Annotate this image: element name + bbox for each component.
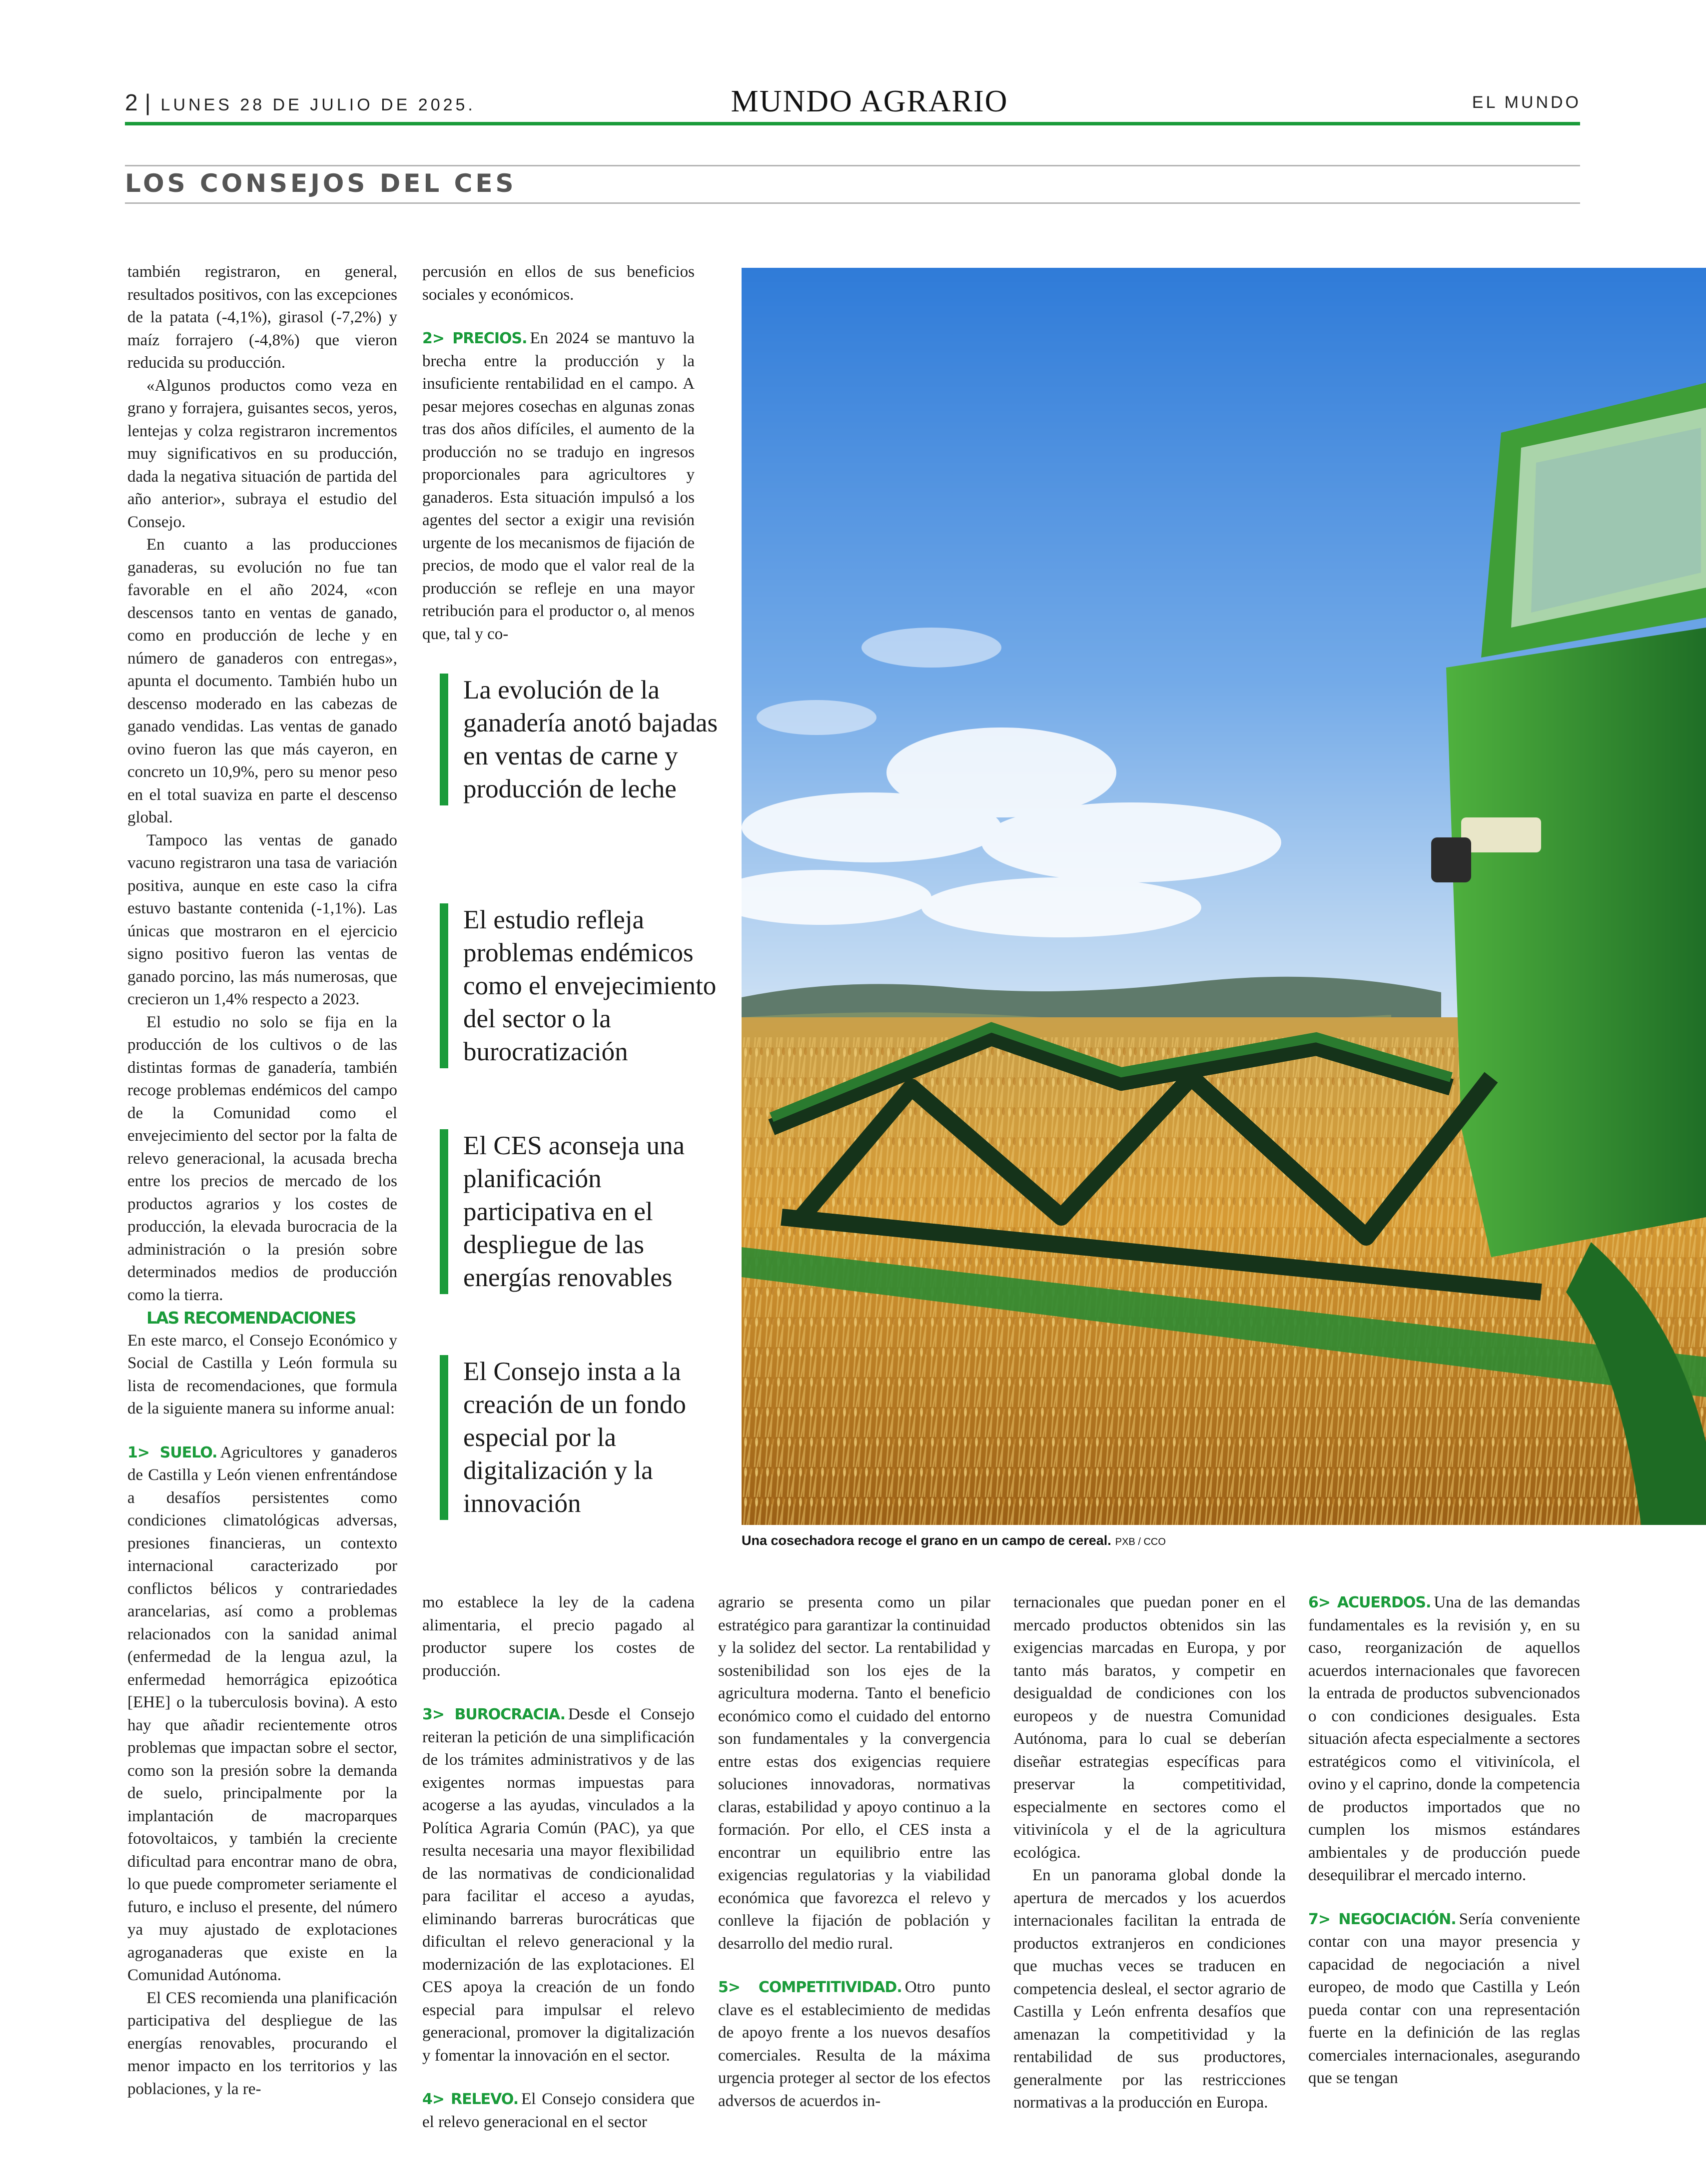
section-name: MUNDO AGRARIO: [731, 84, 1008, 118]
paragraph-acuerdos: 6> ACUERDOS. Una de las demandas fundamentales es la revisión y, en su caso, reorganización de aquellos acuerdos internacionales que favorecen la entrada de productos subvencionados o con condiciones desiguales. Esta situación afecta especialmente a sectores estratégicos como el vitivinícola, el ovino y el caprino, donde la competencia de productos importados que no cumplen los mismos estándares ambientales y de producción puede desequilibrar el mercado interno.: [1308, 1593, 1580, 1884]
paragraph: mo establece la ley de la cadena alimentaria, el precio pagado al productor supere los costes de producción.: [422, 1593, 695, 1680]
header-rule: [125, 122, 1580, 125]
pull-quote: El estudio refleja problemas endémicos como el envejecimiento del sector o la burocratización: [440, 903, 723, 1068]
issue-date: LUNES 28 DE JULIO DE 2025.: [160, 95, 476, 114]
section-rule-bottom: [125, 202, 1580, 204]
paragraph: El CES recomienda una planificación participativa del despliegue de las energías renovables, procurando el menor impacto en los territorios y las poblaciones, y la re-: [127, 1989, 397, 2098]
paragraph-burocracia: 3> BUROCRACIA. Desde el Consejo reiteran la petición de una simplificación de los trámites administrativos y de las exigentes normas impuestas para acogerse a las ayudas, vinculados a la Política Agraria Común (PAC), ya que resulta necesaria una mayor flexibilidad de las normativas de condicionalidad para facilitar el acceso a ayudas, eliminando barreras burocráticas que dificultan el relevo generacional y la modernización de las explotaciones. El CES apoya la creación de un fondo especial para impulsar el relevo generacional, promover la digitalización y fomentar la innovación en el sector.: [422, 1705, 695, 2065]
header-divider: |: [144, 89, 154, 115]
pull-quote: El CES aconseja una planificación participativa en el despliegue de las energías renovables: [440, 1129, 723, 1294]
paragraph: «Algunos productos como veza en grano y forrajera, guisantes secos, yeros, lentejas y colza registraron incrementos muy significativos en su producción, dada la negativa situación de partida del año anterior», subraya el estudio del Consejo.: [127, 376, 397, 531]
paragraph-competitividad: 5> COMPETITIVIDAD. Otro punto clave es el establecimiento de medidas de apoyo frente a los nuevos desafíos comerciales. Resulta de la máxima urgencia proteger al sector de los efectos adversos de acuerdos in-: [718, 1978, 990, 2110]
point-label: 1> SUELO.: [127, 1444, 217, 1461]
article-column-4: [1013, 1591, 1286, 2146]
point-label: 2> PRECIOS.: [422, 330, 527, 347]
pull-quote: El Consejo insta a la creación de un fondo especial por la digitalización y la innovación: [440, 1355, 723, 1520]
point-label: 3> BUROCRACIA.: [422, 1706, 565, 1723]
paragraph-precios: 2> PRECIOS. En 2024 se mantuvo la brecha entre la producción y la insuficiente rentabilidad en el campo. A pesar mejores cosechas en algunas zonas tras dos años difíciles, el aumento de la producción no se tradujo en ingresos proporcionales para agricultores y ganaderos. Esta situación impulsó a los agentes del sector a exigir una revisión urgente de los mecanismos de fijación de precios, de modo que el valor real de la producción se refleje en una mayor retribución para el productor o, al menos que, tal y co-: [422, 329, 695, 643]
paragraph: En un panorama global donde la apertura de mercados y los acuerdos internacionales facilitan la entrada de productos extranjeros en condiciones que muchas veces se traducen en competencia desleal, el sector agrario de Castilla y León enfrenta desafíos que amenazan la competitividad y la rentabilidad de sus productores, generalmente por las restricciones normativas a la producción en Europa.: [1013, 1866, 1286, 2112]
paragraph-suelo: 1> SUELO. Agricultores y ganaderos de Castilla y León vienen enfrentándose a desafíos persistentes como condiciones climatológicas adversas, presiones financieras, un contexto internacional caracterizado por conflictos bélicos y contrariedades arancelarias, así como a problemas relacionados con la sanidad animal (enfermedad de la lengua azul, la enfermedad hemorrágica epizoótica [EHE] o la tuberculosis bovina). A esto hay que añadir recientemente otros problemas que impactan sobre el sector, como son la presión sobre la demanda de suelo, principalmente por la implantación de macroparques fotovoltaicos, y también la creciente dificultad para encontrar mano de obra, lo que puede comprometer seriamente el futuro, e incluso el presente, del número ya muy ajustado de explotaciones agroganaderas que existe en la Comunidad Autónoma.: [127, 1443, 397, 1984]
paragraph: Tampoco las ventas de ganado vacuno registraron una tasa de variación positiva, aunque en este caso la cifra estuvo bastante contenida (-1,1%). Las únicas que mostraron en el ejercicio signo positivo fueron las ventas de ganado porcino, las más numerosas, que crecieron un 1,4% respecto a 2023.: [127, 831, 397, 1008]
article-column-3: [718, 1591, 990, 2146]
point-label: 5> COMPETITIVIDAD.: [718, 1979, 902, 1996]
article-column-2-bottom: [422, 1591, 695, 2146]
pull-quote: La evolución de la ganadería anotó bajadas en ventas de carne y producción de leche: [440, 674, 723, 805]
paragraph-negociacion: 7> NEGOCIACIÓN. Sería conveniente contar con una mayor presencia y capacidad de negociación a nivel europeo, de modo que Castilla y León pueda contar con una representación fuerte en la definición de las reglas comerciales internacionales, asegurando que se tengan: [1308, 1910, 1580, 2087]
section-rule-top: [125, 165, 1580, 166]
point-label: 4> RELEVO.: [422, 2091, 519, 2108]
article-column-5: [1308, 1591, 1580, 2146]
page-header-date: [125, 89, 476, 116]
point-label: 7> NEGOCIACIÓN.: [1308, 1910, 1456, 1928]
harvester-photo: [742, 268, 1706, 1525]
paragraph-relevo: 4> RELEVO. El Consejo considera que el relevo generacional en el sector: [422, 2090, 695, 2131]
article-column-1: [127, 261, 397, 2145]
paragraph: también registraron, en general, resultados positivos, con las excepciones de la patata (-4,1%), girasol (-7,2%) y maíz forrajero (-4,8%) que vieron reducida su producción.: [127, 263, 397, 372]
article-column-2-top: [422, 261, 695, 643]
section-title: LOS CONSEJOS DEL CES: [125, 169, 517, 198]
newspaper-brand: EL MUNDO: [1472, 93, 1581, 112]
paragraph: ternacionales que puedan poner en el mercado productos obtenidos sin las exigencias marcadas en Europa, y por tanto más baratos, y competir en desigualdad de condiciones con los europeos y de nuestra Comunidad Autónoma, para lo cual se deberían diseñar estrategias específicas para preservar la competitividad, especialmente en sectores como el vitivinícola y el de la agricultura ecológica.: [1013, 1593, 1286, 1862]
subhead-recomendaciones: LAS RECOMENDACIONES: [146, 1308, 356, 1328]
paragraph: percusión en ellos de sus beneficios sociales y económicos.: [422, 263, 695, 304]
paragraph: En este marco, el Consejo Económico y Social de Castilla y León formula su lista de recomendaciones, que formula de la siguiente manera su informe anual:: [127, 1331, 397, 1418]
photo-credit: PXB / CCO: [1115, 1536, 1166, 1547]
paragraph: En cuanto a las producciones ganaderas, su evolución no fue tan favorable en el año 2024, «con descensos tanto en ventas de ganado, como en producción de leche y en número de ganaderos con entregas», apunta el documento. También hubo un descenso moderado en las cabezas de ganado vendidas. Las ventas de ganado ovino fueron las que más cayeron, en concreto un 10,9%, pero su menor peso en el total suaviza en parte el descenso global.: [127, 536, 397, 826]
photo-caption: Una cosechadora recoge el grano en un campo de cereal. PXB / CCO: [742, 1533, 1166, 1548]
page-number: 2: [125, 89, 138, 115]
point-label: 6> ACUERDOS.: [1308, 1594, 1431, 1611]
paragraph: El estudio no solo se fija en la producción de los cultivos o de las distintas formas de ganadería, también recoge problemas endémicos del campo de la Comunidad como el envejecimiento del sector por la falta de relevo generacional, la acusada brecha entre los precios de mercado de los productos agrarios y los costes de producción, la elevada burocracia de la administración o la presión sobre determinados medios de producción como la tierra.: [127, 1013, 397, 1304]
paragraph: agrario se presenta como un pilar estratégico para garantizar la continuidad y la solidez del sector. La rentabilidad y sostenibilidad son los ejes de la agricultura moderna. Tanto el beneficio económico como el cuidado del entorno son fundamentales y la convergencia entre estas dos exigencias requiere soluciones innovadoras, normativas claras, estabilidad y apoyo continuo a la formación. Por ello, el CES insta a encontrar un equilibrio entre las exigencias regulatorias y la viabilidad económica que favorezca el relevo y conlleve la fijación de población y desarrollo del medio rural.: [718, 1593, 990, 1953]
